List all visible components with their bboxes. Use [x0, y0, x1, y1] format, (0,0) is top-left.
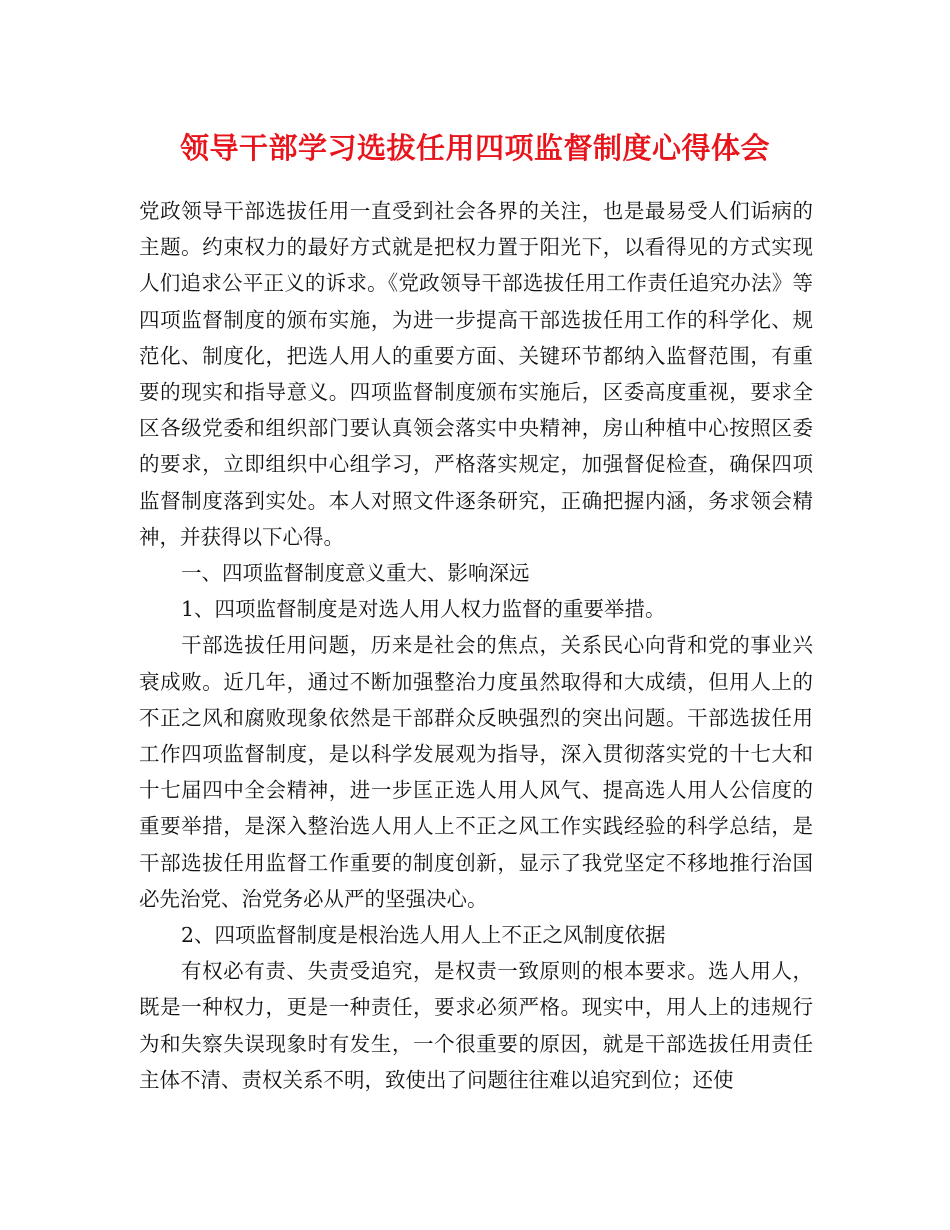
- subsection-heading-1: 1、四项监督制度是对选人用人权力监督的重要举措。: [181, 597, 666, 622]
- paragraph-intro: 党政领导干部选拔任用一直受到社会各界的关注，也是最易受人们诟病的主题。约束权力的最好方式就是把权力置于阳光下，以看得见的方式实现人们追求公平正义的诉求。《党政领导干部选拔任用工作责任追究办法》等四项监督制度的颁布实施，为进一步提高干部选拔任用工作的科学化、规范化、制度化，把选人用人的重要方面、关键环节都纳入监督范围，有重要的现实和指导意义。四项监督制度颁布实施后，区委高度重视，要求全区各级党委和组织部门要认真领会落实中央精神，房山种植中心按照区委的要求，立即组织中心组学习，严格落实规定，加强督促检查，确保四项监督制度落到实处。本人对照文件逐条研究，正确把握内涵，务求领会精神，并获得以下心得。: [139, 199, 813, 549]
- paragraph-body-2: 有权必有责、失责受追究，是权责一致原则的根本要求。选人用人，既是一种权力，更是一种责任，要求必须严格。现实中，用人上的违规行为和失察失误现象时有发生，一个很重要的原因，就是干部选拔任用责任主体不清、责权关系不明，致使出了问题往往难以追究到位；还使: [139, 959, 813, 1092]
- paragraph-body-1: 干部选拔任用问题，历来是社会的焦点，关系民心向背和党的事业兴衰成败。近几年，通过不断加强整治力度虽然取得和大成绩，但用人上的不正之风和腐败现象依然是干部群众反映强烈的突出问题。干部选拔任用工作四项监督制度，是以科学发展观为指导，深入贯彻落实党的十七大和十七届四中全会精神，进一步匡正选人用人风气、提高选人用人公信度的重要举措，是深入整治选人用人上不正之风工作实践经验的科学总结，是干部选拔任用监督工作重要的制度创新，显示了我党坚定不移地推行治国必先治党、治党务必从严的坚强决心。: [139, 633, 813, 911]
- document-body: [139, 193, 813, 1098]
- document-title: 领导干部学习选拔任用四项监督制度心得体会: [179, 131, 770, 165]
- section-heading-1: 一、四项监督制度意义重大、影响深远: [181, 561, 530, 586]
- subsection-heading-2: 2、四项监督制度是根治选人用人上不正之风制度依据: [181, 923, 666, 948]
